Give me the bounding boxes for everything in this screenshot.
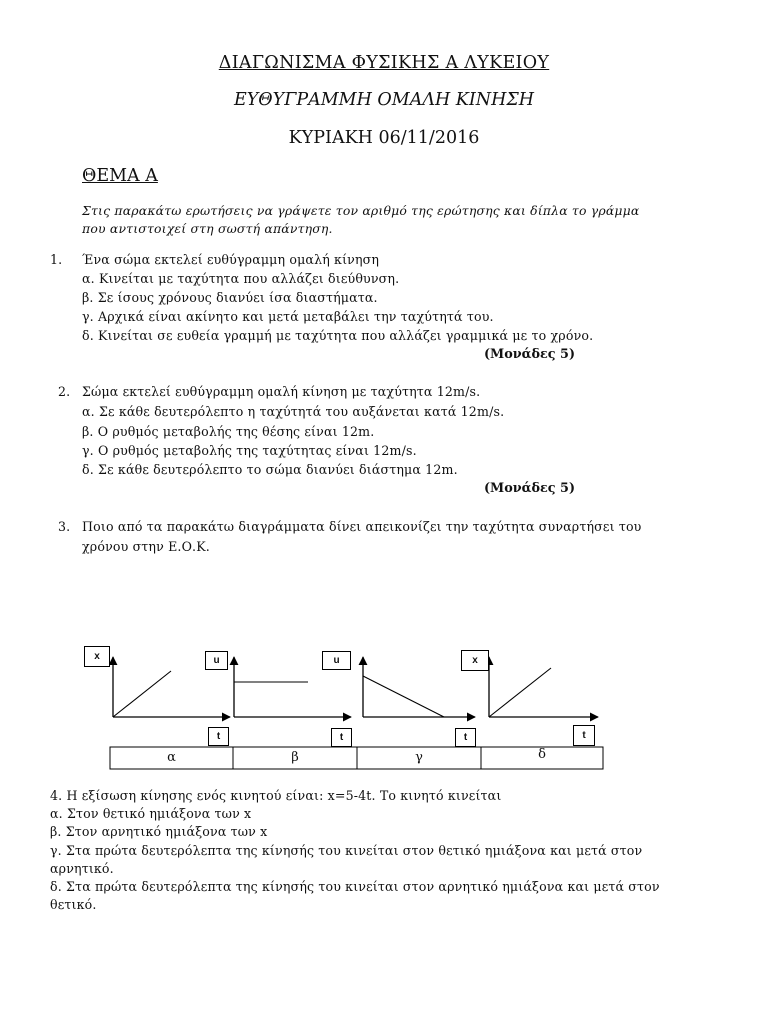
instructions-line-2: που αντιστοιχεί στη σωστή απάντηση. [82, 221, 333, 236]
question-1-number: 1. [50, 252, 63, 267]
question-4-option-d-cont: θετικό. [50, 897, 97, 913]
section-title: ΘΕΜΑ Α [82, 166, 158, 186]
graph-c-option: γ [415, 750, 423, 765]
question-2-option-a: α. Σε κάθε δευτερόλεπτο η ταχύτητά του αυξάνεται κατά 12m/s. [82, 404, 505, 419]
graph-a-line [113, 671, 171, 717]
graph-d [489, 657, 598, 717]
graph-a-option: α [167, 750, 176, 765]
graph-c-y-label: u [322, 651, 351, 670]
question-4 [50, 787, 710, 914]
graph-d-line [489, 668, 551, 717]
exam-date: ΚΥΡΙΑΚΗ 06/11/2016 [288, 128, 480, 148]
question-1-option-d: δ. Κινείται σε ευθεία γραμμή με ταχύτητα που αλλάζει γραμμικά με το χρόνο. [82, 328, 594, 343]
graph-b-option: β [291, 750, 299, 765]
question-3-number: 3. [58, 519, 71, 534]
question-4-option-a: α. Στον θετικό ημιάξονα των x [50, 806, 252, 822]
question-4-option-c: γ. Στα πρώτα δευτερόλεπτα της κίνησής του κινείται στον θετικό ημιάξονα και μετά στον [50, 842, 643, 858]
question-4-option-c-cont: αρνητικό. [50, 860, 114, 876]
graph-d-option: δ [538, 747, 546, 762]
question-1-option-b: β. Σε ίσους χρόνους διανύει ίσα διαστήματα. [82, 290, 378, 305]
graph-a-t-label: t [208, 727, 229, 746]
question-2-stem: Σώμα εκτελεί ευθύγραμμη ομαλή κίνηση με ταχύτητα 12m/s. [82, 384, 481, 399]
exam-title: ΔΙΑΓΩΝΙΣΜΑ ΦΥΣΙΚΗΣ Α ΛΥΚΕΙΟΥ [218, 53, 550, 73]
question-2-number: 2. [58, 384, 71, 399]
question-4-stem: 4. Η εξίσωση κίνησης ενός κινητού είναι: x=5-4t. Το κινητό κινείται [50, 788, 502, 803]
question-1-marks: (Μονάδες 5) [484, 347, 576, 362]
graph-d-y-label: x [461, 650, 489, 671]
graph-d-t-label: t [573, 725, 595, 746]
question-2-option-d: δ. Σε κάθε δευτερόλεπτο το σώμα διανύει διάστημα 12m. [82, 462, 458, 477]
question-1-stem: Ένα σώμα εκτελεί ευθύγραμμη ομαλή κίνηση [82, 252, 380, 267]
graph-c-t-label: t [455, 728, 476, 747]
instructions-line-1: Στις παρακάτω ερωτήσεις να γράψετε τον αριθμό της ερώτησης και δίπλα το γράμμα [82, 203, 640, 218]
graph-b-y-label: u [205, 651, 228, 670]
exam-subtitle: ΕΥΘΥΓΡΑΜΜΗ ΟΜΑΛΗ ΚΙΝΗΣΗ [233, 90, 534, 110]
question-4-option-b: β. Στον αρνητικό ημιάξονα των x [50, 824, 268, 840]
graph-c [363, 657, 475, 717]
graph-b-t-label: t [331, 728, 352, 747]
question-3-stem-line-1: Ποιο από τα παρακάτω διαγράμματα δίνει απεικονίζει την ταχύτητα συναρτήσει του [82, 519, 642, 534]
question-1-option-c: γ. Αρχικά είναι ακίνητο και μετά μεταβάλει την ταχύτητά του. [82, 309, 494, 324]
question-2-marks: (Μονάδες 5) [484, 481, 576, 496]
question-2-option-b: β. Ο ρυθμός μεταβολής της θέσης είναι 12m. [82, 424, 375, 439]
question-3-stem-line-2: χρόνου στην Ε.Ο.Κ. [82, 539, 210, 554]
question-2-option-c: γ. Ο ρυθμός μεταβολής της ταχύτητας είναι 12m/s. [82, 443, 417, 458]
question-4-option-d: δ. Στα πρώτα δευτερόλεπτα της κίνησής του κινείται στον αρνητικό ημιάξονα και μετά στον [50, 879, 660, 895]
graph-c-line [363, 676, 444, 717]
graph-a-y-label: x [84, 646, 110, 667]
question-1-option-a: α. Κινείται με ταχύτητα που αλλάζει διεύθυνση. [82, 271, 400, 286]
